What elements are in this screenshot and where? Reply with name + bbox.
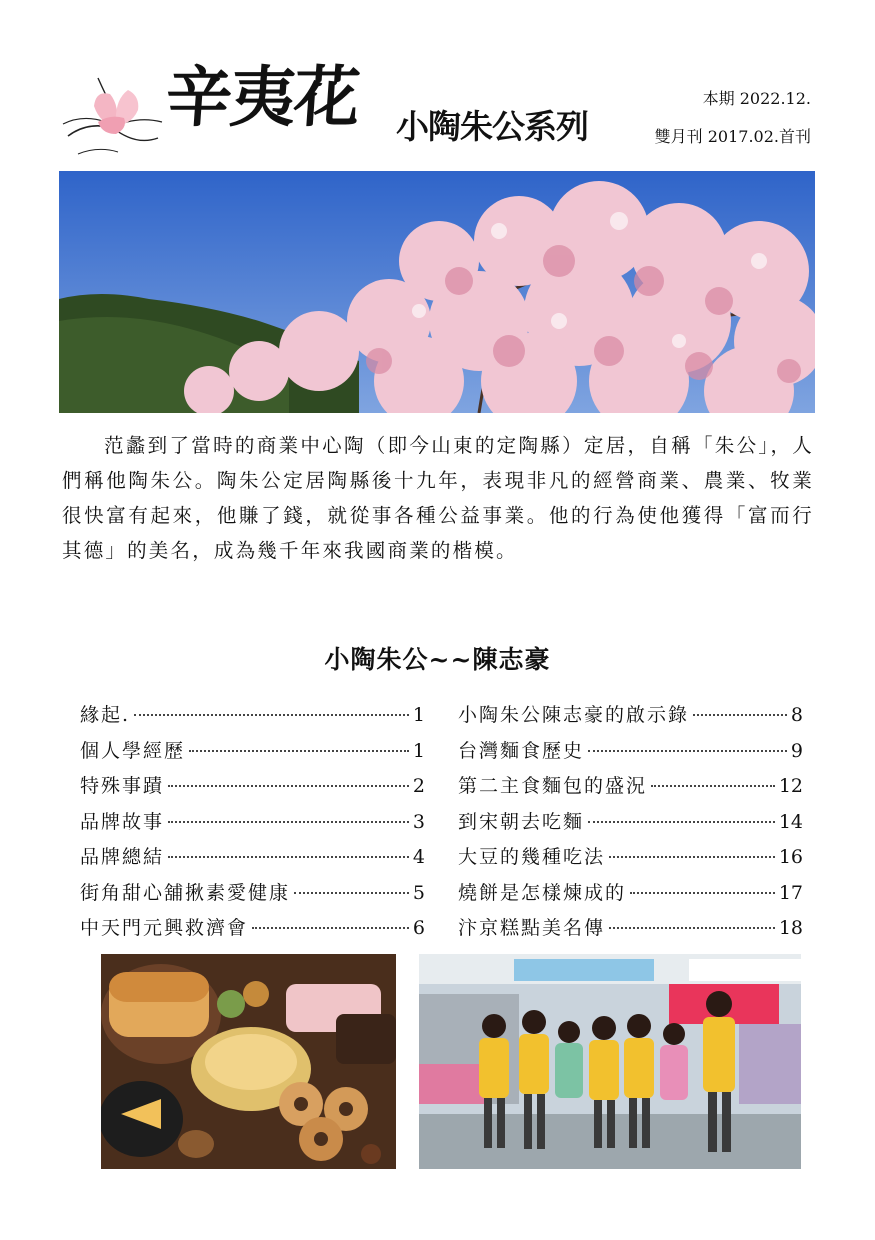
toc-entry[interactable]: 個人學經歷 1	[80, 739, 425, 762]
masthead-title: 辛夷花	[163, 58, 361, 136]
toc-entry[interactable]: 大豆的幾種吃法 16	[458, 846, 803, 868]
founded-date: 雙月刊 2017.02.首刊	[654, 127, 811, 146]
toc-entry[interactable]: 品牌故事 3	[80, 810, 425, 833]
toc-entry[interactable]: 汴京糕點美名傳 18	[458, 917, 803, 939]
hero-photo-magnolia	[59, 171, 815, 413]
bakery-products-photo	[101, 954, 396, 1169]
issue-date: 本期 2022.12.	[702, 89, 811, 108]
series-subtitle: 小陶朱公系列	[396, 107, 588, 146]
toc-left-column	[80, 700, 425, 949]
toc-entry[interactable]: 緣起. 1	[80, 704, 425, 726]
section-title: 小陶朱公~~陳志豪	[324, 645, 551, 674]
toc-entry[interactable]: 特殊事蹟 2	[80, 775, 425, 797]
toc-entry[interactable]: 燒餅是怎樣煉成的 17	[458, 881, 803, 904]
toc-entry[interactable]: 中天門元興救濟會 6	[80, 917, 425, 939]
toc-entry[interactable]: 品牌總結 4	[80, 846, 425, 868]
toc-right-column	[458, 700, 803, 949]
toc-entry[interactable]: 到宋朝去吃麵 14	[458, 810, 803, 833]
toc-entry[interactable]: 小陶朱公陳志豪的啟示錄 8	[458, 704, 803, 726]
intro-paragraph: 范蠡到了當時的商業中心陶（即今山東的定陶縣）定居，自稱「朱公」，人們稱他陶朱公。陶朱公定居陶縣後十九年，表現非凡的經營商業、農業、牧業很快富有起來，他賺了錢，就從事各種公益事業。他的行為使他獲得「富而行其德」的美名，成為幾千年來我國商業的楷模。	[62, 434, 814, 562]
toc-entry[interactable]: 台灣麵食歷史 9	[458, 739, 803, 762]
volunteer-group-photo	[419, 954, 801, 1169]
magnolia-logo-icon	[58, 66, 168, 166]
toc-entry[interactable]: 第二主食麵包的盛況 12	[458, 775, 803, 797]
toc-entry[interactable]: 街角甜心舖揪素愛健康 5	[80, 881, 425, 904]
